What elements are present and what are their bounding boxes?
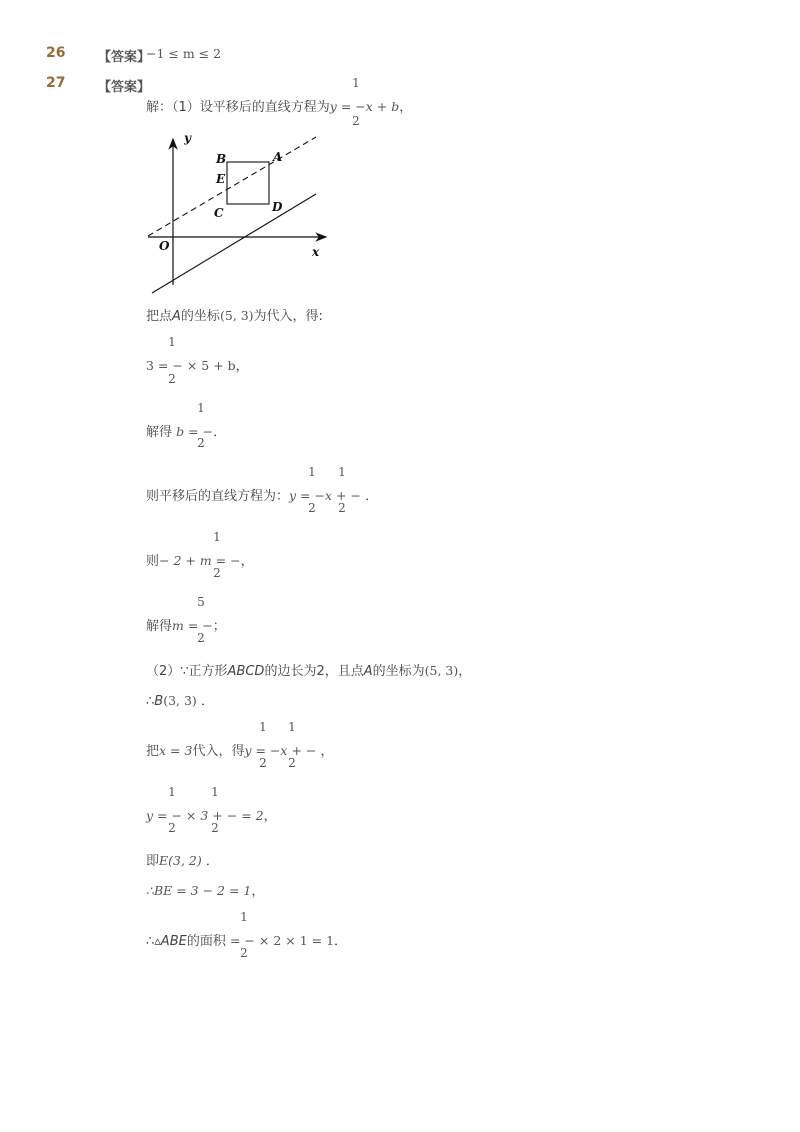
fraction-denominator: 2	[197, 436, 205, 450]
equation: x = 3	[159, 743, 193, 758]
label-y: y	[184, 131, 191, 145]
point-a: A	[363, 664, 373, 679]
text: （2）∵正方形	[146, 664, 228, 679]
coord: (5, 3)	[219, 308, 254, 323]
label-origin: O	[159, 239, 170, 253]
text: ，	[240, 554, 254, 569]
fraction-numerator: 1	[288, 720, 296, 734]
text: 解：（1）设平移后的直线方程为	[146, 100, 330, 115]
fraction-numerator: 5	[197, 595, 205, 609]
fraction-denominator: 2	[211, 821, 219, 835]
label-x: x	[312, 245, 320, 259]
text: ，	[251, 884, 265, 899]
text: 解得	[146, 619, 173, 634]
text: ．	[200, 694, 214, 709]
question-number-26: 26	[46, 45, 66, 61]
text: 代入，得	[192, 744, 245, 759]
text: 把点	[146, 309, 173, 324]
original-line	[152, 194, 316, 293]
point-e: E(3, 2)	[159, 853, 202, 868]
label-d: D	[272, 200, 283, 214]
fraction-denominator: 2	[308, 501, 316, 515]
solve-b	[146, 421, 226, 440]
fraction-numerator: 1	[259, 720, 267, 734]
text: 则	[146, 554, 160, 569]
solution-part2-intro	[146, 660, 471, 679]
equation: m = −	[172, 618, 213, 633]
triangle-name: ABE	[160, 934, 187, 949]
fraction-denominator: 2	[197, 631, 205, 645]
fraction-numerator: 1	[168, 335, 176, 349]
text: ．	[334, 934, 348, 949]
answer-tag-27: 【答案】	[98, 80, 151, 95]
fraction-denominator: 2	[338, 501, 346, 515]
fraction-denominator: 2	[352, 114, 360, 128]
text: 则平移后的直线方程为：	[146, 489, 290, 504]
text: 的边长为2，且点	[264, 664, 364, 679]
text: ．	[205, 854, 219, 869]
question-number-27: 27	[46, 75, 66, 91]
text: 即	[146, 854, 160, 869]
fraction-denominator: 2	[168, 372, 176, 386]
text: ，	[399, 100, 413, 115]
text: 的面积	[186, 934, 226, 949]
equation: y = − × 3 + − = 2	[146, 808, 264, 823]
therefore: ∴	[146, 694, 155, 709]
answer-tag-26: 【答案】	[98, 50, 151, 65]
answer-26: −1 ≤ m ≤ 2	[146, 46, 222, 61]
text: ，	[235, 359, 249, 374]
equation: − 2 + m = −	[159, 553, 241, 568]
fraction-denominator: 2	[240, 946, 248, 960]
be-length-line	[146, 880, 264, 899]
then-m	[146, 550, 254, 569]
text: ．	[365, 489, 379, 504]
equation: b = −	[176, 424, 214, 439]
coord: (3, 3)	[163, 693, 197, 708]
coord: (5, 3)	[424, 663, 459, 678]
equation: y = −x + −	[244, 743, 317, 758]
fraction-numerator: 1	[352, 76, 360, 90]
text: 的坐标	[180, 309, 220, 324]
fraction-numerator: 1	[338, 465, 346, 479]
text: ，	[320, 744, 334, 759]
fraction-denominator: 2	[168, 821, 176, 835]
label-c: C	[214, 206, 224, 220]
fraction-numerator: 1	[308, 465, 316, 479]
text: 解得	[146, 425, 173, 440]
therefore-triangle: ∴▵	[146, 934, 161, 949]
label-e: E	[216, 172, 226, 186]
solve-m	[146, 615, 226, 634]
equation: ∴BE = 3 − 2 = 1	[146, 883, 252, 898]
text: 为代入，得:	[253, 309, 323, 324]
fraction-numerator: 1	[197, 401, 205, 415]
fraction-numerator: 1	[168, 785, 176, 799]
point-b-line	[146, 690, 214, 709]
text: ；	[212, 619, 226, 634]
label-b: B	[216, 152, 227, 166]
text: ．	[213, 425, 227, 440]
fraction-denominator: 2	[259, 756, 267, 770]
fraction-numerator: 1	[211, 785, 219, 799]
point-a: A	[172, 309, 181, 324]
solution-part1-intro	[146, 96, 412, 115]
point-e-line	[146, 850, 219, 869]
equation: = − × 2 × 1 = 1	[229, 933, 335, 948]
point-b: B	[154, 694, 164, 709]
equation: y = −x + b	[329, 99, 400, 114]
text: 的坐标为	[372, 664, 425, 679]
equation: 3 = − × 5 + b	[146, 358, 236, 373]
text: ，	[458, 664, 472, 679]
equation-1	[146, 355, 249, 374]
text: ，	[263, 809, 277, 824]
fraction-denominator: 2	[213, 566, 221, 580]
substitute-a-line	[146, 305, 323, 324]
text: 把	[146, 744, 160, 759]
fraction-numerator: 1	[240, 910, 248, 924]
fraction-numerator: 1	[213, 530, 221, 544]
label-a: A	[273, 150, 283, 164]
square-name: ABCD	[227, 664, 265, 679]
fraction-denominator: 2	[288, 756, 296, 770]
substitute-x-line	[146, 740, 334, 759]
coordinate-figure	[140, 125, 340, 300]
equation: y = −x + −	[289, 488, 361, 503]
